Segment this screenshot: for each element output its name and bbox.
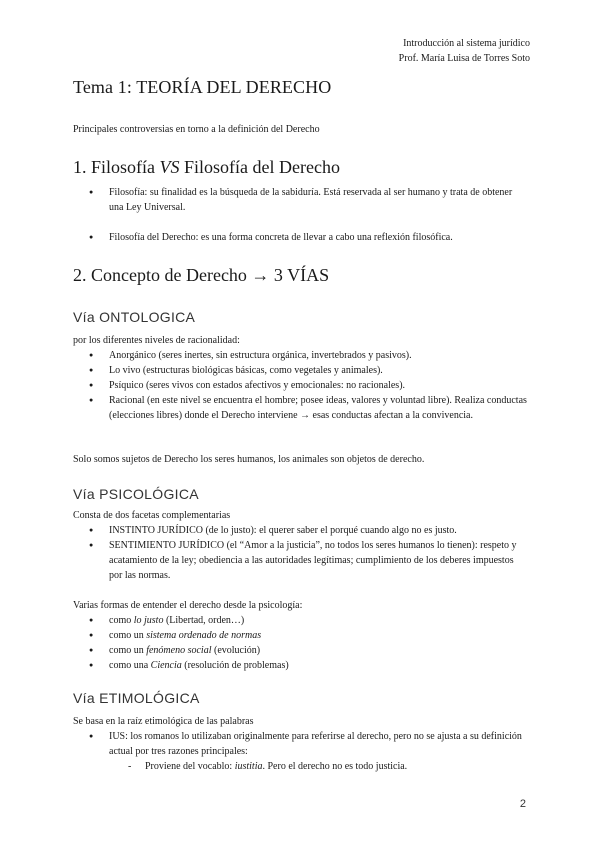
etimologica-lead: Se basa en la raíz etimológica de las palabras [73, 716, 254, 727]
list-item: ● Filosofía del Derecho: es una forma concreta de llevar a cabo una reflexión filosófica. [87, 230, 527, 245]
etimologica-list [87, 729, 527, 759]
list-item: ● SENTIMIENTO JURÍDICO (el “Amor a la justicia”, no todos los seres humanos lo tienen): respeto y acatamiento de la ley; obediencia a las autoridades legítimas; cumplimiento de los deberes impuestos por las normas. [87, 538, 527, 583]
title-prefix: Tema 1: [73, 77, 132, 97]
form-em: sistema ordenado de normas [146, 630, 262, 641]
form-post: (evolución) [213, 645, 261, 656]
form-pre: como un [109, 630, 144, 641]
form-post: (Libertad, orden…) [165, 615, 245, 626]
intro-line: Principales controversias en torno a la definición del Derecho [73, 124, 320, 135]
form-pre: como una [109, 660, 149, 671]
page-title [73, 77, 331, 98]
sub-pre: Proviene del vocablo: [145, 761, 233, 772]
psicologica-lead: Consta de dos facetas complementarias [73, 510, 231, 521]
list-item: ● Filosofía: su finalidad es la búsqueda de la sabiduría. Está reservada al ser humano y trata de obtener una Ley Universal. [87, 185, 527, 215]
etimologica-sublist [128, 759, 528, 774]
psicologica-forms [87, 613, 527, 673]
ontologica-closing: Solo somos sujetos de Derecho los seres humanos, los animales son objetos de derecho. [73, 454, 425, 465]
form-em: fenómeno social [146, 645, 212, 656]
ontologica-lead: por los diferentes niveles de racionalidad: [73, 335, 240, 346]
section1-list [87, 185, 527, 215]
section1-heading-a: 1. Filosofía [73, 157, 156, 177]
list-item [87, 643, 527, 658]
ontologica-list [87, 348, 527, 423]
etimologica-heading: Vía ETIMOLÓGICA [73, 690, 200, 706]
running-header [399, 36, 530, 66]
section1-list-2 [87, 230, 527, 245]
list-item: ● Psíquico (seres vivos con estados afectivos y emocionales: no racionales). [87, 378, 527, 393]
sub-post: . Pero el derecho no es todo justicia. [262, 761, 408, 772]
page-number: 2 [519, 798, 526, 810]
form-em: Ciencia [150, 660, 182, 671]
list-item [128, 759, 528, 774]
list-item: ● Racional (en este nivel se encuentra el hombre; posee ideas, valores y voluntad libre). Realiza conductas (elecciones libres) donde el Derecho interviene → esas conductas afectan a la convivencia. [87, 393, 527, 423]
section1-heading [73, 157, 340, 178]
list-item [87, 658, 527, 673]
section1-heading-b: Filosofía del Derecho [184, 157, 340, 177]
title-text: TEORÍA DEL DERECHO [136, 77, 332, 97]
form-em: lo justo [133, 615, 164, 626]
psicologica-heading: Vía PSICOLÓGICA [73, 486, 199, 502]
header-professor: Prof. María Luisa de Torres Soto [398, 53, 530, 64]
form-pre: como un [109, 645, 144, 656]
form-pre: como [109, 615, 132, 626]
form-post: (resolución de problemas) [184, 660, 289, 671]
list-item [87, 613, 527, 628]
psicologica-lead2: Varias formas de entender el derecho desde la psicología: [73, 600, 303, 611]
list-item: ● IUS: los romanos lo utilizaban originalmente para referirse al derecho, pero no se ajusta a su definición actual por tres razones principales: [87, 729, 527, 759]
psicologica-facets [87, 523, 527, 583]
list-item: ● Anorgánico (seres inertes, sin estructura orgánica, invertebrados y pasivos). [87, 348, 527, 363]
list-item [87, 628, 527, 643]
list-item: ● Lo vivo (estructuras biológicas básicas, como vegetales y animales). [87, 363, 527, 378]
sub-em: iustitia [234, 761, 263, 772]
ontologica-heading: Vía ONTOLOGICA [73, 309, 196, 325]
section2-heading: 2. Concepto de Derecho → 3 VÍAS [73, 265, 330, 285]
list-item: ● INSTINTO JURÍDICO (de lo justo): el querer saber el porqué cuando algo no es justo. [87, 523, 527, 538]
section1-heading-vs: VS [159, 157, 180, 177]
header-course: Introducción al sistema jurídico [403, 38, 530, 49]
